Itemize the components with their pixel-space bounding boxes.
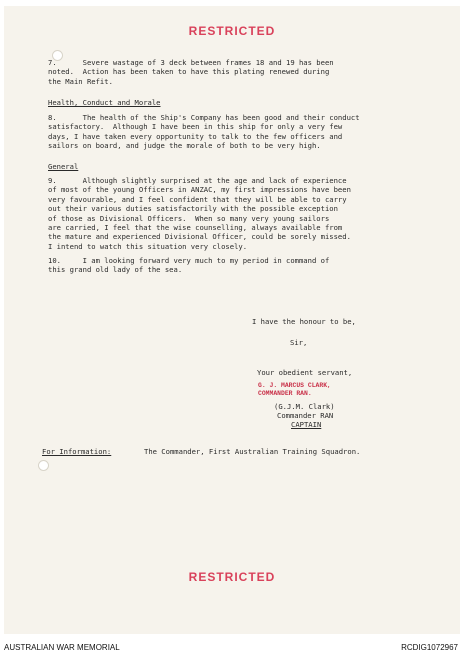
paragraph-8: 8. The health of the Ship's Company has been good and their conduct satisfactory. Although I have been in this ship for only a very few days, I have taken every opportunity to talk to the few officers and sailors on board, and judge the morale of both to be very high. (48, 113, 360, 151)
info-label: For Information: (42, 447, 112, 456)
closing-sir: Sir, (290, 338, 308, 347)
signature-stamp-name: G. J. MARCUS CLARK, (258, 382, 331, 389)
paragraph-9: 9. Although slightly surprised at the age and lack of experience of most of the young Officers in ANZAC, my first impressions have been very favourable, and I feel confident that they will be able to carry out their various duties satisfactorily with the possible exception of those as Divisional Officers. When so many very young sailors are carried, I feel that the wise counselling, always available from the mature and experienced Divisional Officer, could be sorely missed. I intend to watch this situation very closely. (48, 176, 351, 251)
restricted-stamp-bottom: RESTRICTED (188, 570, 276, 584)
closing-honour: I have the honour to be, (252, 317, 356, 326)
closing-servant: Your obedient servant, (257, 368, 353, 377)
signatory-title: CAPTAIN (291, 420, 322, 429)
signature-stamp-rank: COMMANDER RAN. (258, 390, 312, 397)
restricted-stamp-top: RESTRICTED (188, 24, 276, 38)
signatory-name: (G.J.M. Clark) (274, 402, 335, 411)
paragraph-10: 10. I am looking forward very much to my period in command of this grand old lady of the sea. (48, 256, 330, 275)
footer-archive-name: AUSTRALIAN WAR MEMORIAL (4, 643, 120, 652)
punch-hole (38, 460, 49, 471)
paragraph-7: 7. Severe wastage of 3 deck between frames 18 and 19 has been noted. Action has been taken to have this plating renewed during the Main Refit. (48, 58, 334, 86)
document-page (4, 6, 460, 634)
info-recipient: The Commander, First Australian Training Squadron. (144, 447, 361, 456)
heading-health-conduct-morale: Health, Conduct and Morale (48, 98, 161, 107)
signatory-rank: Commander RAN (277, 411, 334, 420)
heading-general: General (48, 162, 79, 171)
footer-record-id: RCDIG1072967 (401, 643, 458, 652)
